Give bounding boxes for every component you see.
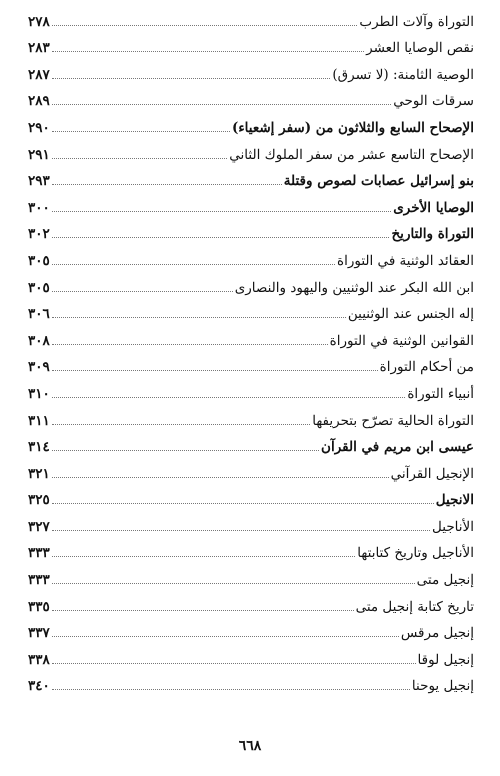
dot-leader bbox=[52, 636, 399, 637]
toc-entry-title: من أحكام التوراة bbox=[379, 359, 474, 376]
toc-entry-title: نقص الوصايا العشر bbox=[366, 40, 474, 57]
toc-entry bbox=[28, 564, 474, 591]
toc-entry bbox=[28, 166, 474, 193]
toc-entry-title: التوراة الحالية تصرّح بتحريفها bbox=[312, 412, 474, 429]
table-of-contents bbox=[28, 6, 474, 697]
toc-entry-title: العقائد الوثنية في التوراة bbox=[337, 252, 474, 269]
toc-entry bbox=[28, 458, 474, 485]
dot-leader bbox=[52, 503, 434, 504]
toc-entry-page: ٣٠٩ bbox=[28, 359, 50, 376]
toc-entry-title: عيسى ابن مريم في القرآن bbox=[321, 439, 474, 456]
toc-entry-page: ٣٤٠ bbox=[28, 678, 50, 695]
toc-entry-title: التوراة وآلات الطرب bbox=[359, 13, 474, 30]
toc-entry-page: ٣٠٦ bbox=[28, 306, 50, 323]
toc-entry-page: ٣٠٨ bbox=[28, 332, 50, 349]
dot-leader bbox=[52, 25, 358, 26]
page-number: ٦٦٨ bbox=[238, 738, 262, 754]
toc-entry-page: ٣٠٠ bbox=[28, 199, 50, 216]
toc-entry-title: إله الجنس عند الوثنيين bbox=[347, 306, 474, 323]
toc-entry-page: ٣٠٥ bbox=[28, 279, 50, 296]
toc-entry bbox=[28, 644, 474, 671]
toc-entry-title: الإصحاح السابع والثلاثون من (سفر إشعياء) bbox=[231, 119, 474, 136]
dot-leader bbox=[52, 184, 282, 185]
toc-entry-title: الوصايا الأخرى bbox=[393, 199, 474, 216]
dot-leader bbox=[52, 211, 391, 212]
dot-leader bbox=[52, 264, 335, 265]
toc-entry bbox=[28, 139, 474, 166]
toc-entry-page: ٣٣٣ bbox=[28, 572, 50, 589]
toc-entry-title: الانجيل bbox=[435, 492, 474, 509]
dot-leader bbox=[52, 370, 378, 371]
toc-entry bbox=[28, 112, 474, 139]
toc-entry-page: ٢٩٣ bbox=[28, 173, 50, 190]
toc-entry-title: تاريخ كتابة إنجيل متى bbox=[355, 598, 474, 615]
toc-entry-title: الوصية الثامنة: (لا تسرق) bbox=[332, 66, 474, 83]
toc-entry-page: ٣١٠ bbox=[28, 385, 50, 402]
dot-leader bbox=[52, 158, 228, 159]
toc-entry-title: إنجيل لوقا bbox=[417, 651, 474, 668]
toc-entry-title: التوراة والتاريخ bbox=[391, 226, 474, 243]
toc-entry-page: ٣٢١ bbox=[28, 465, 50, 482]
toc-entry-page: ٣٢٧ bbox=[28, 518, 50, 535]
dot-leader bbox=[52, 530, 430, 531]
dot-leader bbox=[52, 689, 410, 690]
toc-entry-page: ٢٩٠ bbox=[28, 119, 50, 136]
toc-entry-page: ٣٢٥ bbox=[28, 492, 50, 509]
toc-entry-title: بنو إسرائيل عصابات لصوص وقتلة bbox=[283, 173, 474, 190]
toc-entry bbox=[28, 299, 474, 326]
toc-entry-title: الإنجيل القرآني bbox=[390, 465, 474, 482]
toc-entry bbox=[28, 405, 474, 432]
toc-entry-page: ٣٣٥ bbox=[28, 598, 50, 615]
toc-entry bbox=[28, 192, 474, 219]
toc-entry-title: إنجيل متى bbox=[416, 572, 474, 589]
toc-entry bbox=[28, 219, 474, 246]
toc-entry bbox=[28, 86, 474, 113]
toc-entry-page: ٣٠٢ bbox=[28, 226, 50, 243]
dot-leader bbox=[52, 397, 406, 398]
dot-leader bbox=[52, 477, 389, 478]
toc-entry-title: الأناجيل وتاريخ كتابتها bbox=[357, 545, 474, 562]
toc-entry bbox=[28, 485, 474, 512]
dot-leader bbox=[52, 583, 415, 584]
toc-entry-page: ٢٨٩ bbox=[28, 93, 50, 110]
toc-entry bbox=[28, 245, 474, 272]
toc-entry bbox=[28, 618, 474, 645]
toc-entry-page: ٣١٤ bbox=[28, 439, 50, 456]
dot-leader bbox=[52, 291, 233, 292]
toc-entry-page: ٣٣٨ bbox=[28, 651, 50, 668]
dot-leader bbox=[52, 610, 354, 611]
toc-entry-title: القوانين الوثنية في التوراة bbox=[329, 332, 474, 349]
toc-entry bbox=[28, 591, 474, 618]
toc-entry bbox=[28, 33, 474, 60]
dot-leader bbox=[52, 450, 319, 451]
toc-entry bbox=[28, 432, 474, 459]
toc-entry bbox=[28, 6, 474, 33]
toc-entry bbox=[28, 272, 474, 299]
toc-entry-title: إنجيل مرقس bbox=[400, 625, 474, 642]
toc-entry-title: ابن الله البكر عند الوثنيين واليهود والنصارى bbox=[234, 279, 474, 296]
toc-entry-page: ٢٩١ bbox=[28, 146, 50, 163]
toc-entry-title: أنبياء التوراة bbox=[407, 385, 474, 402]
toc-entry-page: ٣٠٥ bbox=[28, 252, 50, 269]
toc-entry bbox=[28, 352, 474, 379]
toc-entry-page: ٢٧٨ bbox=[28, 13, 50, 30]
toc-entry bbox=[28, 671, 474, 698]
dot-leader bbox=[52, 51, 364, 52]
toc-entry-page: ٢٨٧ bbox=[28, 66, 50, 83]
toc-entry bbox=[28, 511, 474, 538]
dot-leader bbox=[52, 424, 310, 425]
toc-entry-page: ٣١١ bbox=[28, 412, 50, 429]
toc-entry-title: إنجيل يوحنا bbox=[411, 678, 474, 695]
toc-entry-title: الأناجيل bbox=[432, 518, 474, 535]
toc-entry-title: سرقات الوحي bbox=[393, 93, 474, 110]
toc-entry-page: ٢٨٣ bbox=[28, 40, 50, 57]
toc-entry bbox=[28, 325, 474, 352]
toc-entry bbox=[28, 538, 474, 565]
dot-leader bbox=[52, 663, 416, 664]
toc-entry bbox=[28, 59, 474, 86]
toc-entry-page: ٣٣٣ bbox=[28, 545, 50, 562]
toc-entry-title: الإصحاح التاسع عشر من سفر الملوك الثاني bbox=[229, 146, 474, 163]
dot-leader bbox=[52, 104, 391, 105]
dot-leader bbox=[52, 317, 346, 318]
toc-entry bbox=[28, 378, 474, 405]
dot-leader bbox=[52, 556, 356, 557]
dot-leader bbox=[52, 78, 331, 79]
dot-leader bbox=[52, 131, 230, 132]
dot-leader bbox=[52, 237, 390, 238]
dot-leader bbox=[52, 344, 328, 345]
toc-entry-page: ٣٣٧ bbox=[28, 625, 50, 642]
